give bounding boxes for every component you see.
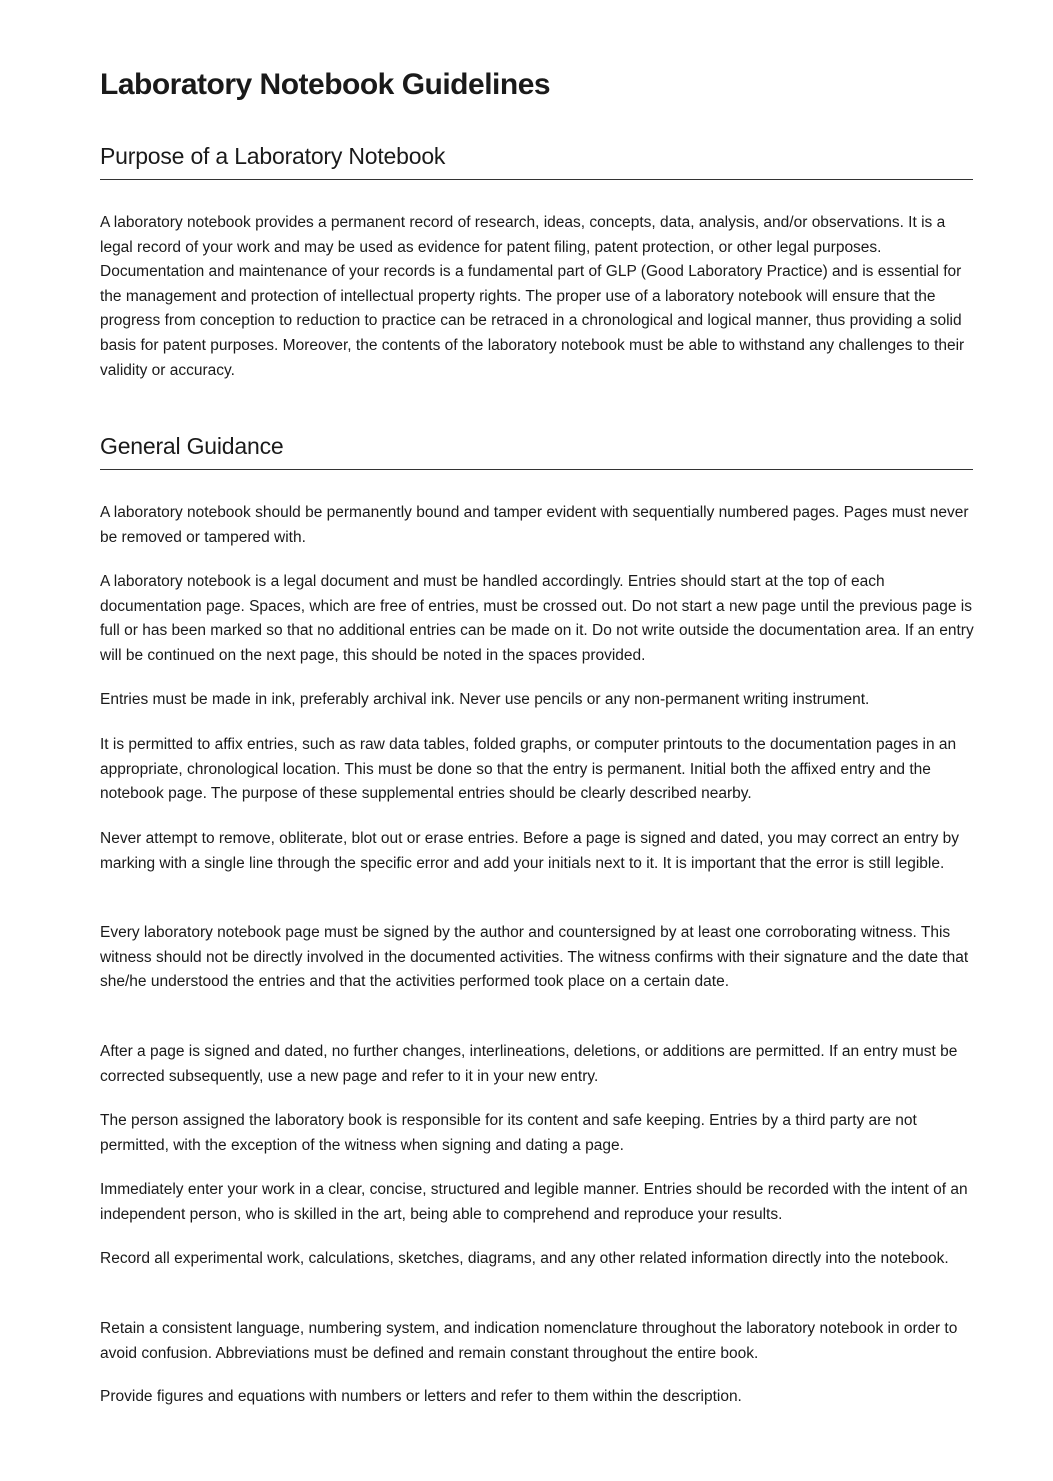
paragraph-guidance-1: A laboratory notebook should be permanently bound and tamper evident with sequentially numbered pages. Pages must never be removed or tampered with. [100,504,969,546]
paragraph-guidance-2: A laboratory notebook is a legal document and must be handled accordingly. Entries should start at the top of each documentation page. Spaces, which are free of entries, must be crossed out. Do not start a new page until the previous page is full or has been marked so that no additional entries can be made on it. Do not write outside the documentation area. If an entry will be continued on the next page, this should be noted in the spaces provided. [100,573,974,664]
paragraph-guidance-10: Record all experimental work, calculations, sketches, diagrams, and any other related information directly into the notebook. [100,1250,949,1267]
section-heading-general-guidance: General Guidance [100,433,284,459]
paragraph-guidance-11: Retain a consistent language, numbering system, and indication nomenclature throughout the laboratory notebook in order to avoid confusion. Abbreviations must be defined and remain constant throughout the entire book. [100,1320,958,1362]
paragraph-guidance-7: After a page is signed and dated, no further changes, interlineations, deletions, or additions are permitted. If an entry must be corrected subsequently, use a new page and refer to it in your new entry. [100,1043,958,1085]
paragraph-guidance-8: The person assigned the laboratory book is responsible for its content and safe keeping. Entries by a third party are not permitted, with the exception of the witness when signing and dating a page. [100,1112,917,1154]
paragraph-guidance-9: Immediately enter your work in a clear, concise, structured and legible manner. Entries should be recorded with the intent of an independent person, who is skilled in the art, being able to comprehend and reproduce your results. [100,1181,968,1223]
paragraph-guidance-4: It is permitted to affix entries, such as raw data tables, folded graphs, or computer printouts to the documentation pages in an appropriate, chronological location. This must be done so that the entry is permanent. Initial both the affixed entry and the notebook page. The purpose of these supplemental entries should be clearly described nearby. [100,736,957,803]
document-title: Laboratory Notebook Guidelines [100,68,551,101]
section-divider [100,179,973,180]
paragraph-guidance-12: Provide figures and equations with numbers or letters and refer to them within the description. [100,1388,742,1405]
section-divider [100,469,973,470]
paragraph-guidance-3: Entries must be made in ink, preferably archival ink. Never use pencils or any non-permanent writing instrument. [100,691,870,708]
section-heading-purpose: Purpose of a Laboratory Notebook [100,143,446,169]
paragraph-guidance-5: Never attempt to remove, obliterate, blot out or erase entries. Before a page is signed and dated, you may correct an entry by marking with a single line through the specific error and add your initials next to it. It is important that the error is still legible. [100,830,959,872]
paragraph-purpose: A laboratory notebook provides a permanent record of research, ideas, concepts, data, analysis, and/or observations. It is a legal record of your work and may be used as evidence for patent filing, patent protection, or other legal purposes. Documentation and maintenance of your records is a fundamental part of GLP (Good Laboratory Practice) and is essential for the management and protection of intellectual property rights. The proper use of a laboratory notebook will ensure that the progress from conception to reduction to practice can be retraced in a chronological and logical manner, thus providing a solid basis for patent purposes. Moreover, the contents of the laboratory notebook must be able to withstand any challenges to their validity or accuracy. [100,214,965,379]
paragraph-guidance-6: Every laboratory notebook page must be signed by the author and countersigned by at least one corroborating witness. This witness should not be directly involved in the documented activities. The witness confirms with their signature and the date that she/he understood the entries and that the activities performed took place on a certain date. [100,924,969,991]
